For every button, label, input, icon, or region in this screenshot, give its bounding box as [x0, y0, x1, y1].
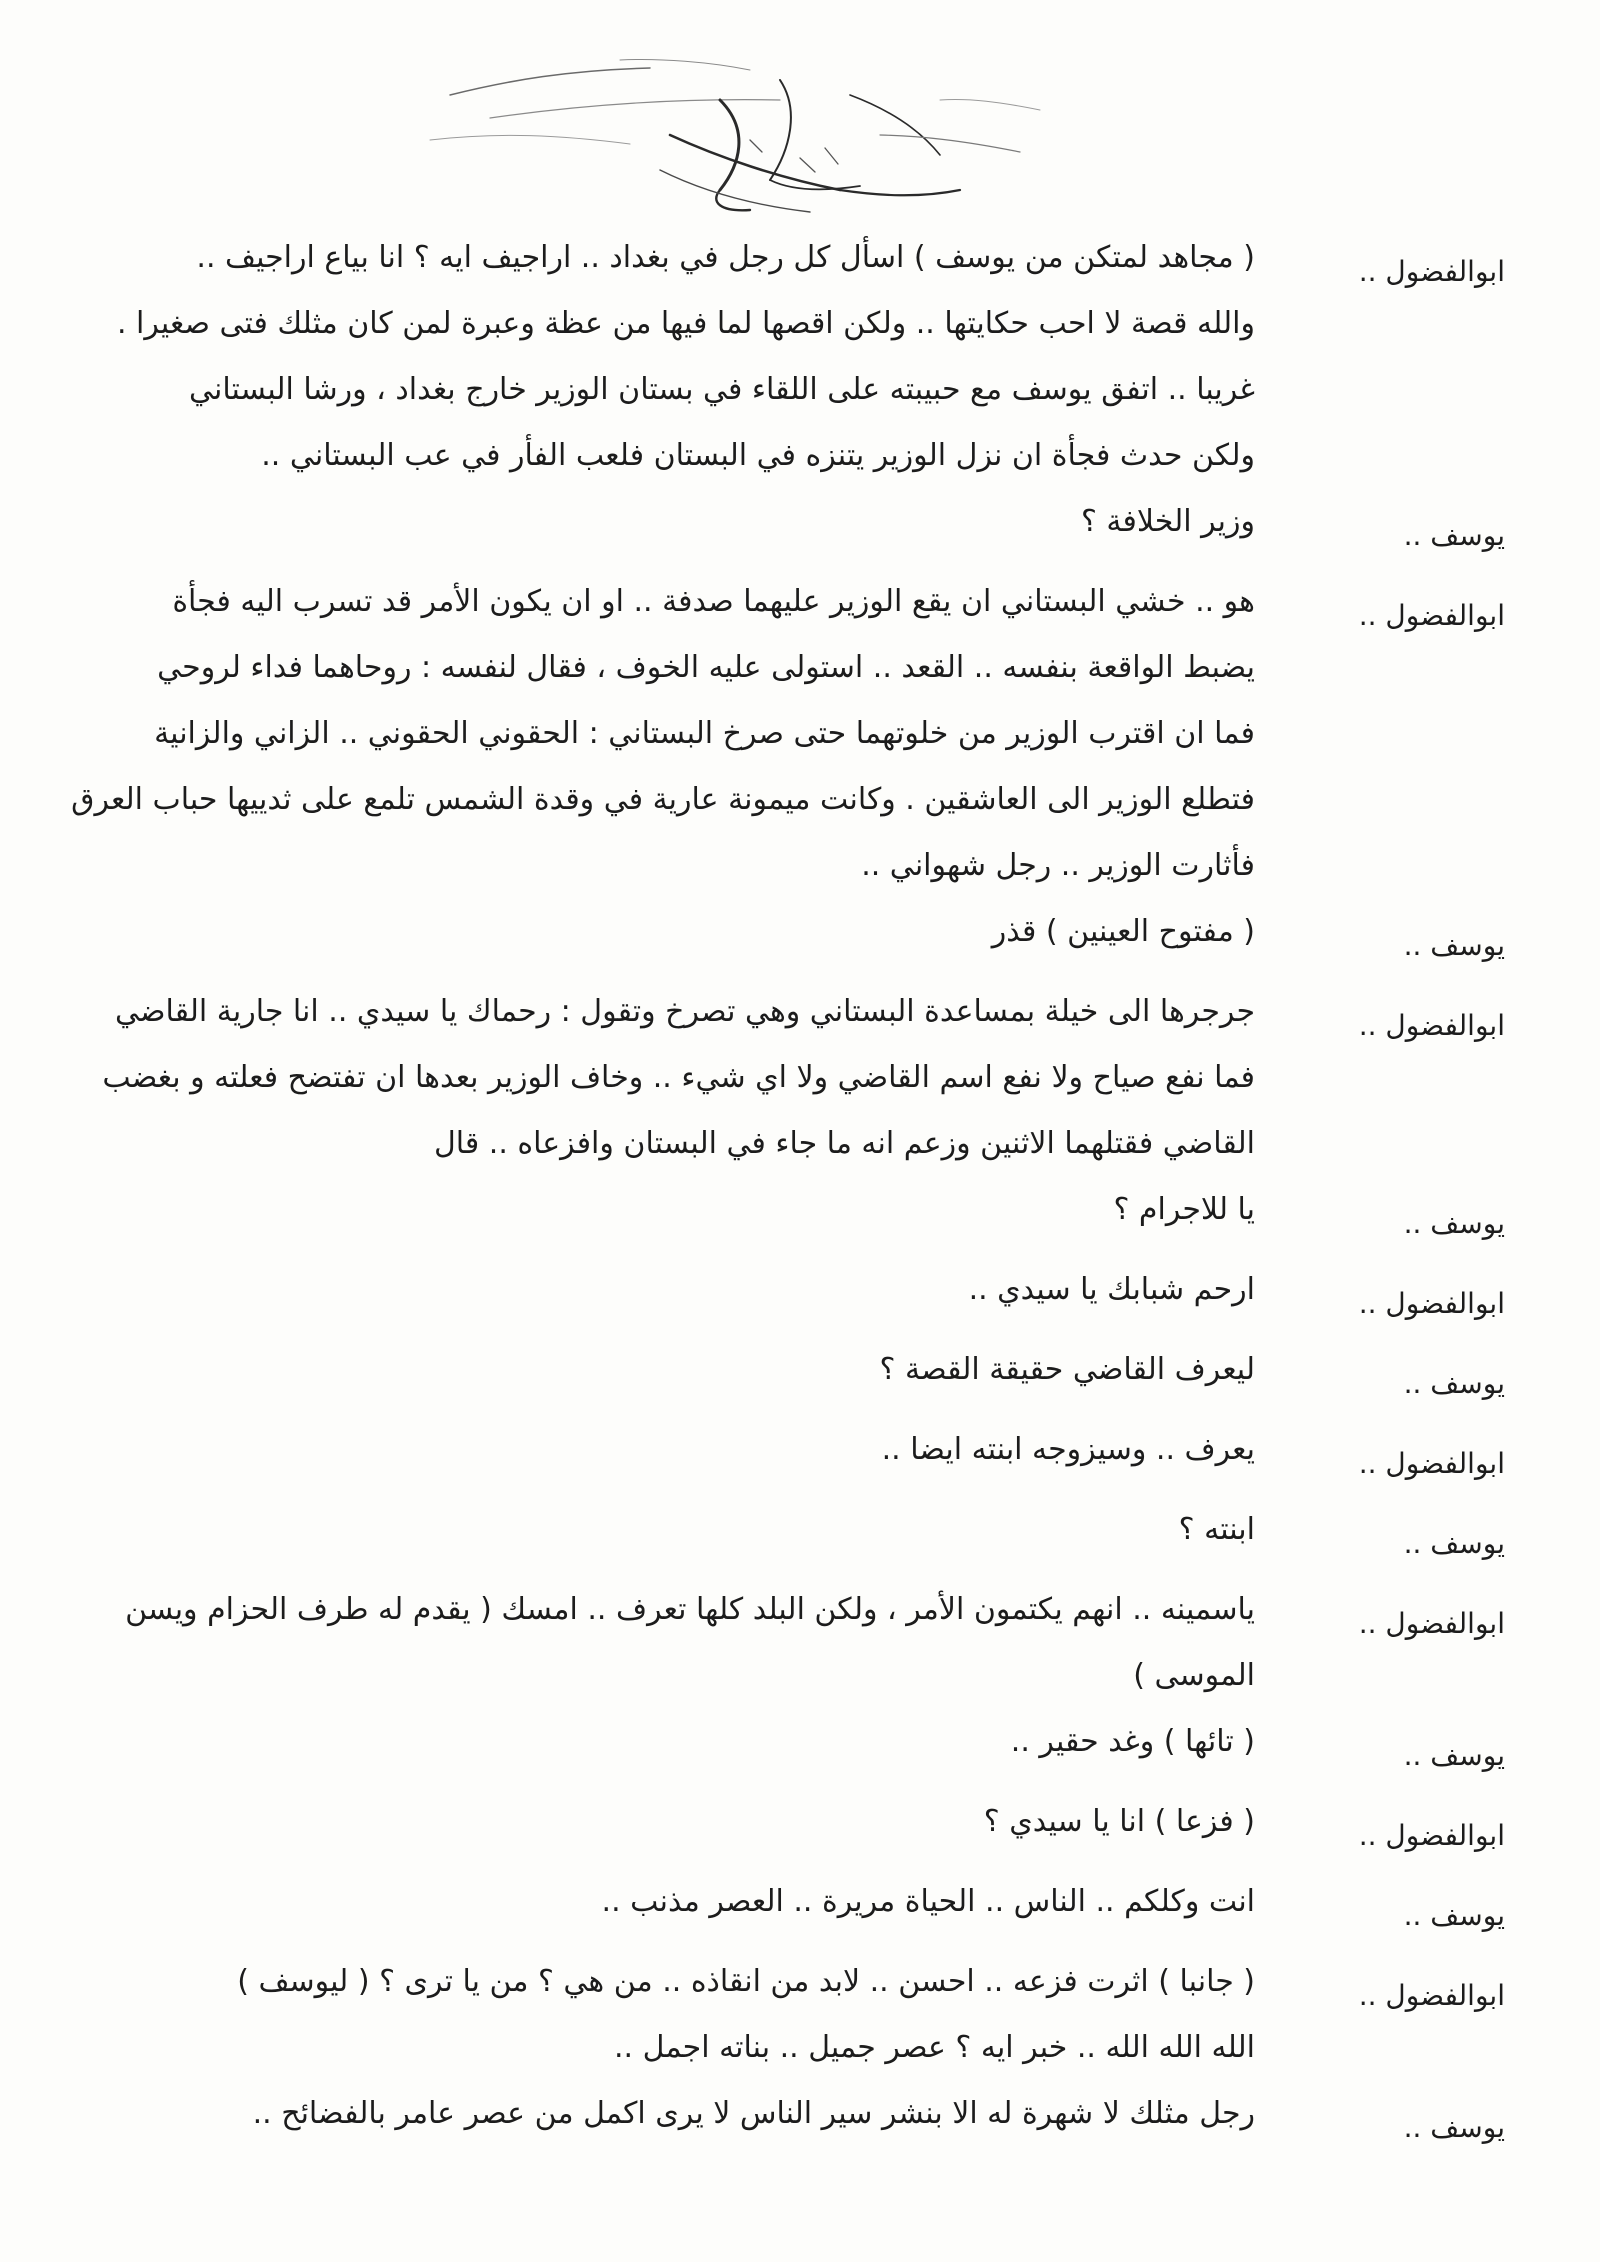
dialogue-entry: [95, 1709, 1505, 1789]
dialogue-entry: [95, 225, 1505, 489]
dialogue-text: [95, 899, 1255, 965]
dialogue-line: ( تائها ) وغد حقير ..: [1010, 1724, 1255, 1759]
dialogue-line: ( مفتوح العينين ) قذر: [991, 914, 1255, 949]
dialogue-entry: [71, 569, 1505, 899]
dialogue-line: وزير الخلافة ؟: [1080, 504, 1255, 539]
dialogue-line: ليعرف القاضي حقيقة القصة ؟: [879, 1352, 1255, 1387]
dialogue-line: فتطلع الوزير الى العاشقين . وكانت ميمونة عارية في وقدة الشمس تلمع على ثدييها حباب العرق: [71, 782, 1255, 817]
dialogue-line: غريبا .. اتفق يوسف مع حبيبته على اللقاء في بستان الوزير خارج بغداد ، ورشا البستاني: [189, 372, 1255, 407]
speaker-name: يوسف ..: [1403, 1899, 1505, 1932]
dialogue-line: ولكن حدث فجأة ان نزل الوزير يتنزه في البستان فلعب الفأر في عب البستاني ..: [261, 438, 1255, 473]
speaker-name: يوسف ..: [1403, 1527, 1505, 1560]
speaker-name: ابوالفضول ..: [1358, 599, 1505, 632]
dialogue-line: ارحم شبابك يا سيدي ..: [968, 1272, 1255, 1307]
speaker-name: يوسف ..: [1403, 929, 1505, 962]
speaker-name: ابوالفضول ..: [1358, 1979, 1505, 2012]
dialogue-line: والله قصة لا احب حكايتها .. ولكن اقصها لما فيها من عظة وعبرة لمن كان مثلك فتى صغيرا .: [116, 306, 1255, 341]
dialogue-line: القاضي فقتلهما الاثنين وزعم انه ما جاء في البستان وافزعاه .. قال: [433, 1126, 1255, 1161]
dialogue-text: [95, 1417, 1255, 1483]
speaker-name: يوسف ..: [1403, 1739, 1505, 1772]
dialogue-text: [95, 1789, 1255, 1855]
dialogue-line: يا للاجرام ؟: [1113, 1192, 1255, 1227]
dialogue-text: [95, 1577, 1255, 1709]
dialogue-line: ياسمينه .. انهم يكتمون الأمر ، ولكن البلد كلها تعرف .. امسك ( يقدم له طرف الحزام ويسن: [125, 1592, 1255, 1627]
dialogue-entry: [95, 1949, 1505, 2081]
speaker-name: يوسف ..: [1403, 519, 1505, 552]
dialogue-line: فأثارت الوزير .. رجل شهواني ..: [861, 848, 1255, 883]
dialogue-line: انت وكلكم .. الناس .. الحياة مريرة .. العصر مذنب ..: [601, 1884, 1255, 1919]
dialogue-line: الموسى ): [1133, 1658, 1255, 1693]
dialogue-entry: [95, 979, 1505, 1177]
dialogue-line: ( جانبا ) اثرت فزعه .. احسن .. لابد من انقاذه .. من هي ؟ من يا ترى ؟ ( ليوسف ): [237, 1964, 1255, 1999]
dialogue-text: [95, 1177, 1255, 1243]
dialogue-entry: [95, 1789, 1505, 1869]
dialogue-entry: [95, 899, 1505, 979]
dialogue-entry: [95, 1497, 1505, 1577]
speaker-name: ابوالفضول ..: [1358, 1607, 1505, 1640]
dialogue-line: ( فزعا ) انا يا سيدي ؟: [983, 1804, 1255, 1839]
dialogue-text: [95, 1337, 1255, 1403]
dialogue-text: [95, 489, 1255, 555]
dialogue-entry: [95, 1869, 1505, 1949]
dialogue-text: [95, 1257, 1255, 1323]
dialogue-line: جرجرها الى خيلة بمساعدة البستاني وهي تصرخ وتقول : رحماك يا سيدي .. انا جارية القاضي: [114, 994, 1255, 1029]
dialogue-line: يعرف .. وسيزوجه ابنته ايضا ..: [881, 1432, 1255, 1467]
dialogue-entry: [95, 2081, 1505, 2161]
speaker-name: ابوالفضول ..: [1358, 1819, 1505, 1852]
dialogue-text: [95, 1949, 1255, 2081]
dialogue-entry: [95, 1577, 1505, 1709]
dialogue-text: [95, 1709, 1255, 1775]
dialogue-text: [95, 2081, 1255, 2147]
dialogue-entry: [95, 1417, 1505, 1497]
dialogue-line: الله الله الله .. خبر ايه ؟ عصر جميل .. بناته اجمل ..: [613, 2030, 1255, 2065]
dialogue-text: [95, 979, 1255, 1177]
speaker-name: يوسف ..: [1403, 1367, 1505, 1400]
speaker-name: ابوالفضول ..: [1358, 1287, 1505, 1320]
dialogue-entry: [95, 489, 1505, 569]
script-dialogue: [71, 225, 1505, 2161]
speaker-name: يوسف ..: [1403, 2111, 1505, 2144]
dialogue-line: فما نفع صياح ولا نفع اسم القاضي ولا اي شيء .. وخاف الوزير بعدها ان تفتضح فعلته و بغضب: [102, 1060, 1255, 1095]
dialogue-line: يضبط الواقعة بنفسه .. القعد .. استولى عليه الخوف ، فقال لنفسه : روحاهما فداء لروحي: [157, 650, 1255, 685]
dialogue-entry: [95, 1337, 1505, 1417]
top-sketch-drawing: [420, 40, 1060, 220]
speaker-name: يوسف ..: [1403, 1207, 1505, 1240]
dialogue-line: ابنته ؟: [1178, 1512, 1255, 1547]
dialogue-text: [95, 225, 1255, 489]
dialogue-line: ( مجاهد لمتكن من يوسف ) اسأل كل رجل في بغداد .. اراجيف ايه ؟ انا بياع اراجيف ..: [196, 240, 1255, 275]
speaker-name: ابوالفضول ..: [1358, 1009, 1505, 1042]
dialogue-entry: [95, 1177, 1505, 1257]
dialogue-text: [95, 1497, 1255, 1563]
dialogue-line: رجل مثلك لا شهرة له الا بنشر سير الناس لا يرى اكمل من عصر عامر بالفضائح ..: [252, 2096, 1255, 2131]
speaker-name: ابوالفضول ..: [1358, 1447, 1505, 1480]
dialogue-line: هو .. خشي البستاني ان يقع الوزير عليهما صدفة .. او ان يكون الأمر قد تسرب اليه فجأة: [172, 584, 1255, 619]
dialogue-line: فما ان اقترب الوزير من خلوتهما حتى صرخ البستاني : الحقوني الحقوني .. الزاني والزانية: [154, 716, 1255, 751]
dialogue-entry: [95, 1257, 1505, 1337]
speaker-name: ابوالفضول ..: [1358, 255, 1505, 288]
dialogue-text: [95, 1869, 1255, 1935]
dialogue-text: [71, 569, 1255, 899]
